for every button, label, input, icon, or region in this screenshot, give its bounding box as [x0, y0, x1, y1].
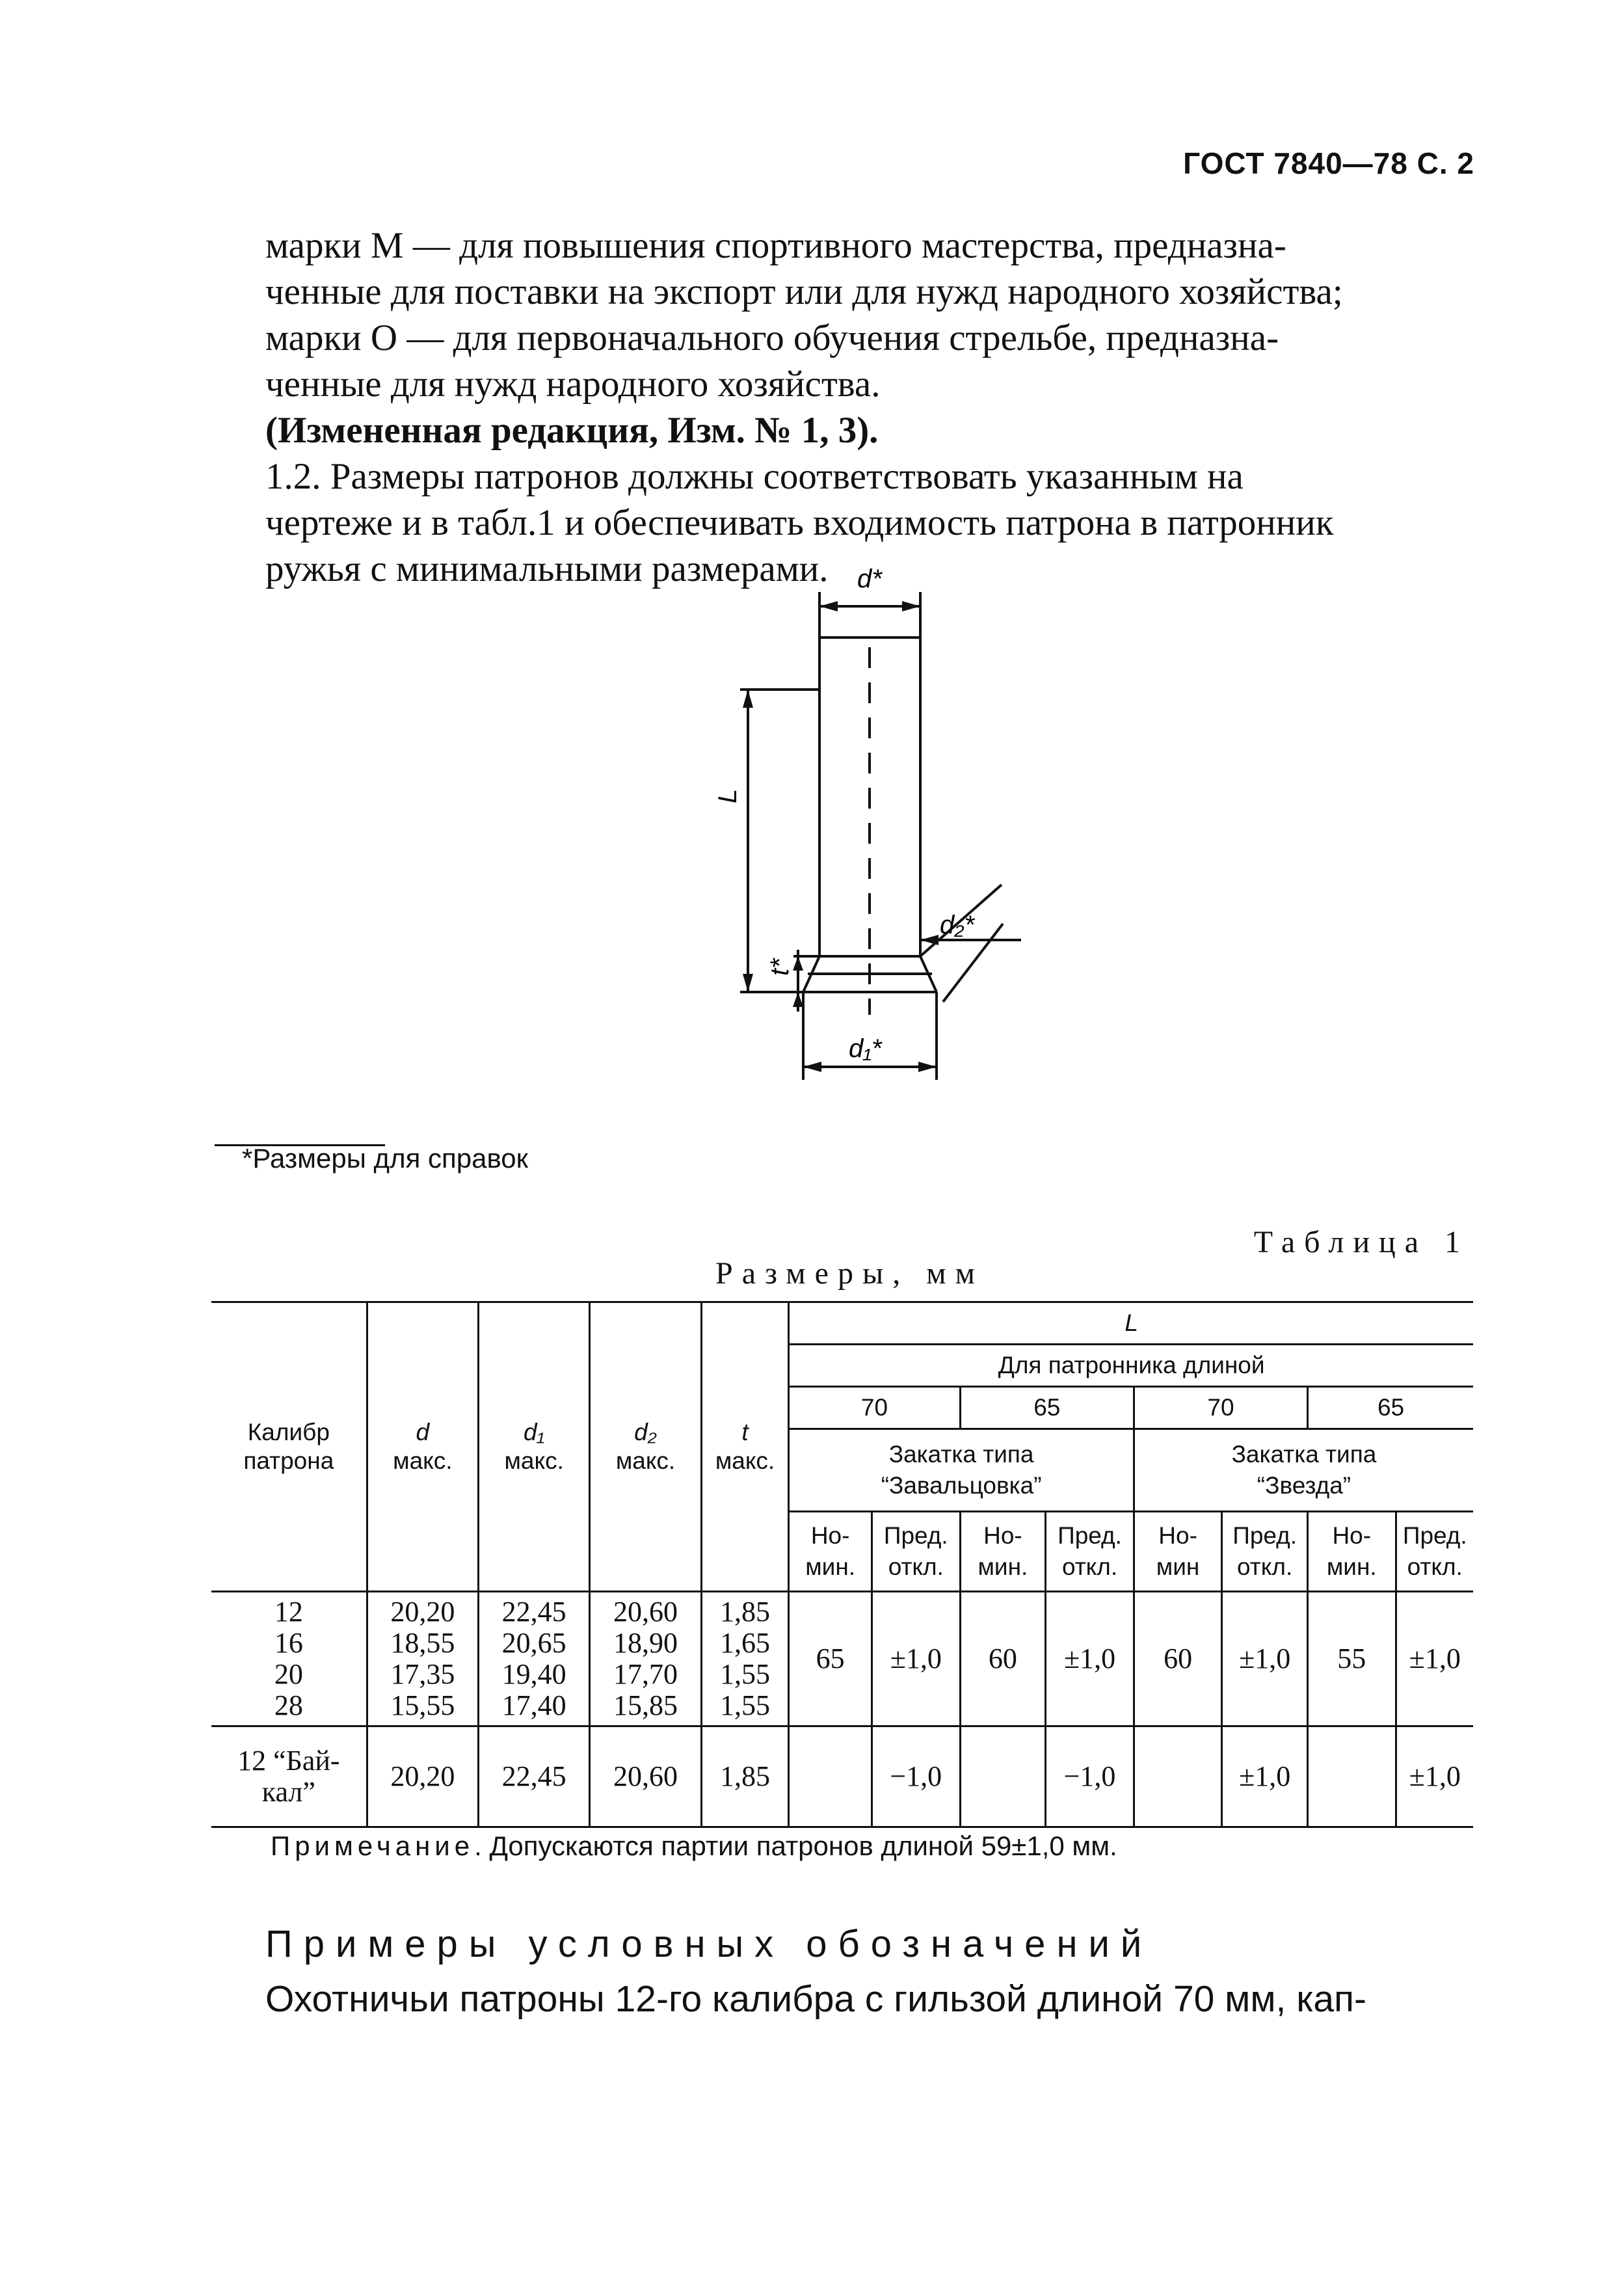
- col-dev-1: [872, 1512, 960, 1592]
- body-text: [265, 222, 1474, 592]
- cell-nom-4: 55: [1308, 1592, 1396, 1726]
- col-nom-3: [1134, 1512, 1221, 1592]
- col-d1-label: d₁: [524, 1419, 545, 1445]
- col-nom-1-a: Но-: [810, 1522, 850, 1549]
- col-nom-4: [1308, 1512, 1396, 1592]
- cell-t: 1,85: [720, 1596, 771, 1628]
- page-header: ГОСТ 7840—78 С. 2: [1183, 146, 1474, 180]
- cell-nom-1: 65: [789, 1592, 872, 1726]
- cell-dev-2: −1,0: [1046, 1726, 1134, 1827]
- cell-caliber-baikal: [211, 1726, 367, 1827]
- col-d-label: d: [416, 1419, 430, 1445]
- section-heading: Примеры условных обозначений: [265, 1923, 1153, 1965]
- label-d: d*: [857, 565, 882, 593]
- text-line: марки М — для повышения спортивного мастерства, предназна-: [265, 225, 1286, 266]
- table-row: [211, 1592, 1473, 1726]
- col-d1: [479, 1302, 590, 1592]
- col-d1-max: макс.: [504, 1447, 564, 1474]
- cell-caliber-baikal-b: кал”: [261, 1776, 315, 1808]
- cell-nom-3: 60: [1134, 1592, 1221, 1726]
- text-line: чертеже и в табл.1 и обеспечивать входимость патрона в патронник: [265, 502, 1334, 543]
- cell-caliber: 16: [274, 1627, 303, 1659]
- cell-d: 20,20: [367, 1726, 478, 1827]
- col-L: L: [789, 1302, 1473, 1345]
- note-text: . Допускаются партии патронов длиной 59±1,0 мм.: [474, 1831, 1117, 1861]
- table-caption: Таблица 1: [1253, 1225, 1469, 1259]
- chamber-65-b: 65: [1308, 1387, 1473, 1429]
- roll-type-2: [1134, 1429, 1473, 1512]
- cell-nom-3: [1134, 1726, 1221, 1827]
- col-dev-4-b: откл.: [1407, 1553, 1463, 1580]
- cell-dev-1: ±1,0: [872, 1592, 960, 1726]
- cell-d1-group: [479, 1592, 590, 1726]
- col-d: [367, 1302, 478, 1592]
- col-caliber-label: Калибр патрона: [243, 1419, 334, 1474]
- cell-d: 18,55: [390, 1627, 455, 1659]
- col-nom-4-a: Но-: [1332, 1522, 1372, 1549]
- col-dev-1-b: откл.: [888, 1553, 944, 1580]
- cell-d1: 17,40: [501, 1689, 566, 1721]
- roll-type-2-name: “Звезда”: [1257, 1472, 1351, 1499]
- text-line: 1.2. Размеры патронов должны соответствовать указанным на: [265, 456, 1244, 497]
- cell-d1: 19,40: [501, 1658, 566, 1690]
- cell-dev-1: −1,0: [872, 1726, 960, 1827]
- table-units-text: Размеры, мм: [715, 1256, 984, 1291]
- col-dev-2-a: Пред.: [1058, 1522, 1122, 1549]
- cell-d2: 15,85: [613, 1689, 678, 1721]
- chamber-65-a: 65: [960, 1387, 1134, 1429]
- label-L: L: [713, 788, 742, 803]
- cell-d-group: [367, 1592, 478, 1726]
- chamber-70-b: 70: [1134, 1387, 1307, 1429]
- text-line: ружья с минимальными размерами.: [265, 548, 829, 589]
- label-t: t*: [765, 958, 794, 976]
- cell-nom-2: [960, 1726, 1046, 1827]
- col-t-max: макс.: [715, 1447, 775, 1474]
- cell-dev-2: ±1,0: [1046, 1592, 1134, 1726]
- col-dev-3-a: Пред.: [1232, 1522, 1298, 1549]
- col-nom-1: [789, 1512, 872, 1592]
- cell-dev-4: ±1,0: [1396, 1592, 1473, 1726]
- cell-caliber-baikal-a: 12 “Бай-: [237, 1745, 340, 1777]
- col-nom-3-a: Но-: [1158, 1522, 1197, 1549]
- col-dev-1-a: Пред.: [883, 1522, 948, 1549]
- label-d1: d₁*: [849, 1034, 882, 1063]
- col-d2-label: d₂: [634, 1419, 657, 1445]
- cell-dev-3: ±1,0: [1222, 1592, 1308, 1726]
- col-dev-3: [1222, 1512, 1308, 1592]
- table-units: [715, 1255, 984, 1291]
- chamber-70-a: 70: [789, 1387, 960, 1429]
- roll-type-2-line: Закатка типа: [1231, 1441, 1377, 1468]
- col-nom-2: [960, 1512, 1046, 1592]
- cell-nom-1: [789, 1726, 872, 1827]
- footnote: *Размеры для справок: [242, 1143, 529, 1174]
- cell-d2: 20,60: [590, 1726, 701, 1827]
- cell-t-group: [701, 1592, 789, 1726]
- roll-type-1-line: Закатка типа: [888, 1441, 1034, 1468]
- label-d2: d₂*: [940, 911, 975, 939]
- table-row: [211, 1726, 1473, 1827]
- cell-caliber: 12: [274, 1596, 303, 1628]
- cell-d: 20,20: [390, 1596, 455, 1628]
- roll-type-1-name: “Завальцовка”: [881, 1472, 1042, 1499]
- col-dev-2-b: откл.: [1061, 1553, 1118, 1580]
- cartridge-drawing-svg: [663, 565, 1067, 1093]
- cell-caliber: 28: [274, 1689, 303, 1721]
- cell-d2: 17,70: [613, 1658, 678, 1690]
- cell-t: 1,55: [720, 1689, 771, 1721]
- roll-type-1: [789, 1429, 1134, 1512]
- col-nom-1-b: мин.: [805, 1553, 856, 1580]
- col-nom-4-b: мин.: [1326, 1553, 1377, 1580]
- col-nom-2-b: мин.: [978, 1553, 1028, 1580]
- cell-caliber-group: [211, 1592, 367, 1726]
- col-dev-4: [1396, 1512, 1473, 1592]
- text-line: марки О — для первоначального обучения стрельбе, предназна-: [265, 317, 1279, 358]
- cell-caliber: 20: [274, 1658, 303, 1690]
- cell-d1: 22,45: [501, 1596, 566, 1628]
- col-caliber: [211, 1302, 367, 1592]
- col-t: [701, 1302, 789, 1592]
- cell-d2: 18,90: [613, 1627, 678, 1659]
- cell-nom-4: [1308, 1726, 1396, 1827]
- amendment-note: (Измененная редакция, Изм. № 1, 3).: [265, 410, 879, 451]
- col-d2-max: макс.: [615, 1447, 676, 1474]
- cartridge-drawing: [663, 565, 1067, 1093]
- text-line: Охотничьи патроны 12-го калибра с гильзой длиной 70 мм, кап-: [265, 1978, 1366, 2020]
- note-label: Примечание: [271, 1831, 475, 1861]
- cell-nom-2: 60: [960, 1592, 1046, 1726]
- col-d-max: макс.: [393, 1447, 453, 1474]
- cell-d2-group: [590, 1592, 701, 1726]
- cell-t: 1,65: [720, 1627, 771, 1659]
- cell-d: 17,35: [390, 1658, 455, 1690]
- text-line: ченные для поставки на экспорт или для нужд народного хозяйства;: [265, 271, 1343, 312]
- col-t-label: t: [741, 1419, 749, 1445]
- cell-dev-3: ±1,0: [1222, 1726, 1308, 1827]
- dimensions-table: [211, 1301, 1473, 1828]
- cell-d: 15,55: [390, 1689, 455, 1721]
- col-dev-2: [1046, 1512, 1134, 1592]
- cell-d1: 20,65: [501, 1627, 566, 1659]
- cell-t: 1,55: [720, 1658, 771, 1690]
- cell-dev-4: ±1,0: [1396, 1726, 1473, 1827]
- col-nom-2-a: Но-: [983, 1522, 1022, 1549]
- table-note: [271, 1831, 1117, 1862]
- text-line: ченные для нужд народного хозяйства.: [265, 364, 881, 405]
- cell-d1: 22,45: [479, 1726, 590, 1827]
- cell-d2: 20,60: [613, 1596, 678, 1628]
- col-d2: [590, 1302, 701, 1592]
- cell-t: 1,85: [701, 1726, 789, 1827]
- chamber-header: Для патронника длиной: [789, 1345, 1473, 1387]
- col-dev-3-b: откл.: [1237, 1553, 1293, 1580]
- col-dev-4-a: Пред.: [1402, 1522, 1467, 1549]
- col-nom-3-b: мин: [1156, 1553, 1200, 1580]
